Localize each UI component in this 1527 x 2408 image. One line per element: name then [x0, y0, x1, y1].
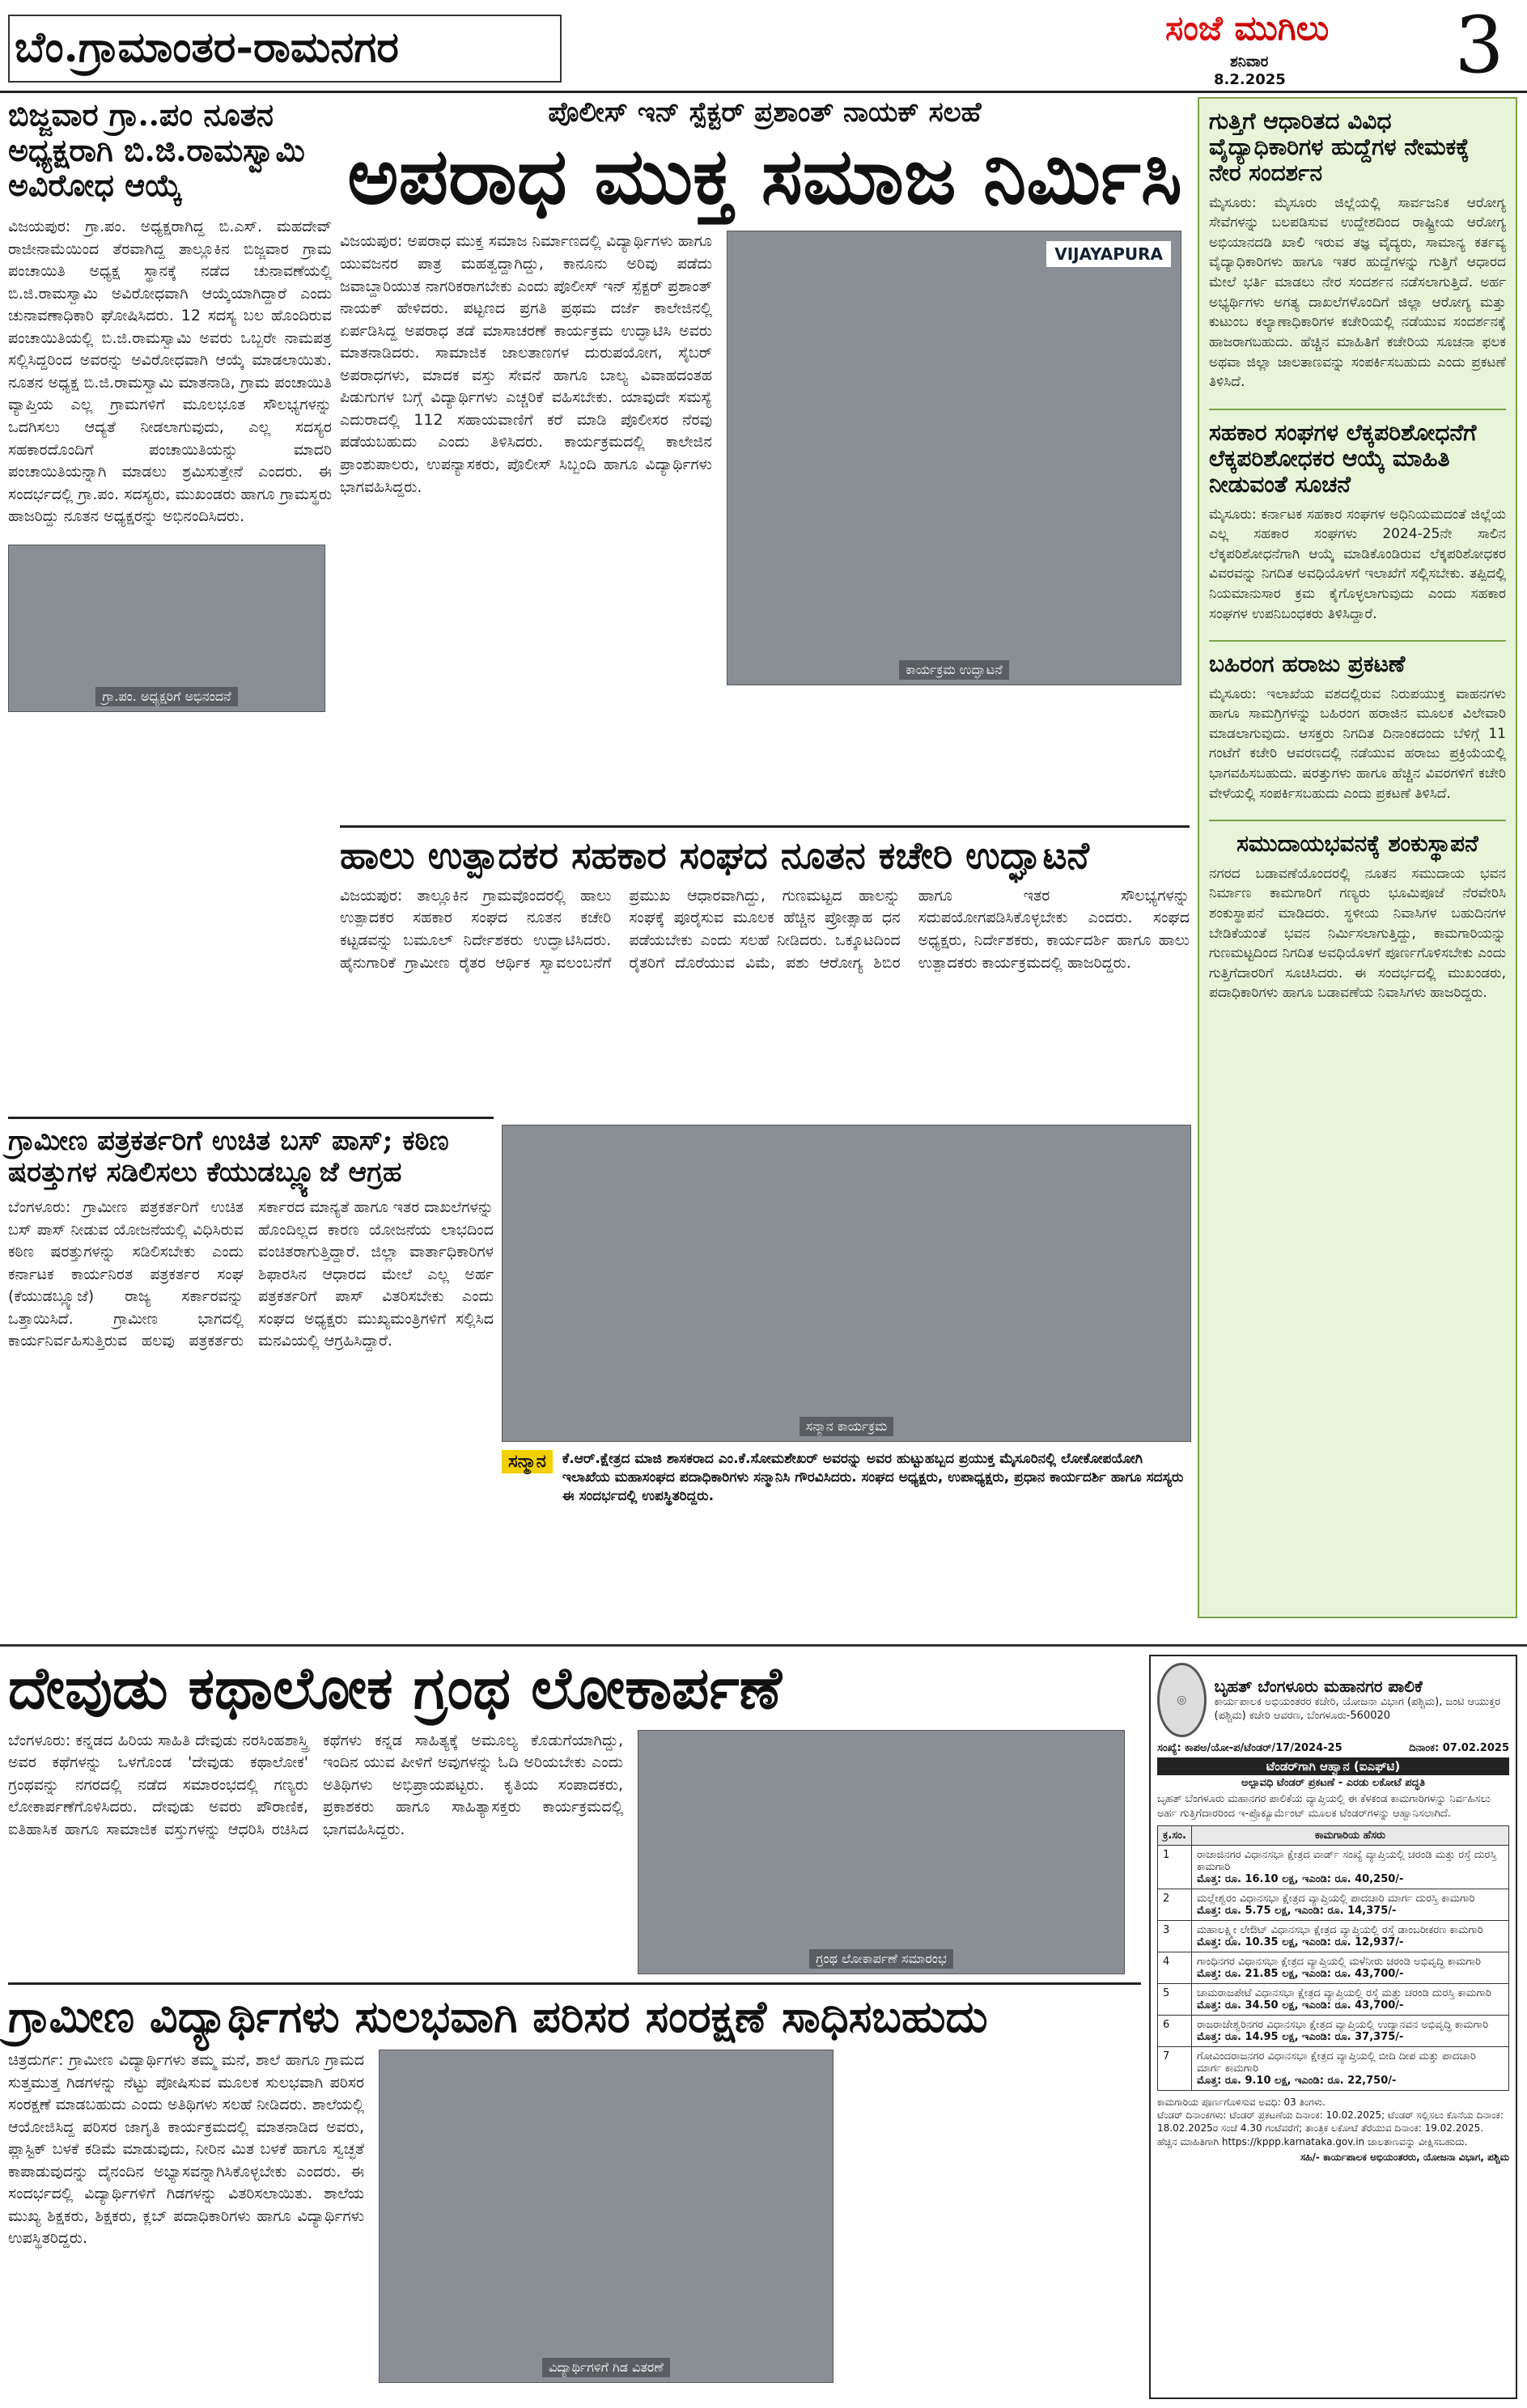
row-amount: ಮೊತ್ತ: ರೂ. 16.10 ಲಕ್ಷ, ಇಎಂಡಿ: ರೂ. 40,250/-	[1196, 1873, 1404, 1886]
story-headline: ಹಾಲು ಉತ್ಪಾದಕರ ಸಹಕಾರ ಸಂಘದ ನೂತನ ಕಚೇರಿ ಉದ್ಘಾಟನೆ	[340, 833, 1089, 877]
table-row	[1158, 2016, 1509, 2047]
honour-tag: ಸನ್ಮಾನ	[502, 1450, 553, 1473]
row-work-text: ರಾಜರಾಜೇಶ್ವರಿನಗರ ವಿಧಾನಸಭಾ ಕ್ಷೇತ್ರದ ವ್ಯಾಪ್ತಿಯಲ್ಲಿ ಉದ್ಯಾನವನ ಅಭಿವೃದ್ಧಿ ಕಾಮಗಾರಿ	[1196, 2019, 1489, 2032]
story-body: ವಿಜಯಪುರ: ಅಪರಾಧ ಮುಕ್ತ ಸಮಾಜ ನಿರ್ಮಾಣದಲ್ಲಿ ವಿದ್ಯಾರ್ಥಿಗಳು ಹಾಗೂ ಯುವಜನರ ಪಾತ್ರ ಮಹತ್ವದ್ದಾಗಿದ್ದು, ಕಾನೂನು ಅರಿವು ಪಡೆದು ಜವಾಬ್ದಾರಿಯುತ ನಾಗರಿಕರಾಗಬೇಕು ಎಂದು ಪೊಲೀಸ್ ಇನ್ ಸ್ಪೆಕ್ಟರ್ ಪ್ರಶಾಂತ್ ನಾಯಕ್ ಹೇಳಿದರು. ಪಟ್ಟಣದ ಪ್ರಗತಿ ಪ್ರಥಮ ದರ್ಜೆ ಕಾಲೇಜಿನಲ್ಲಿ ಏರ್ಪಡಿಸಿದ್ದ ಅಪರಾಧ ತಡೆ ಮಾಸಾಚರಣೆ ಕಾರ್ಯಕ್ರಮ ಉದ್ಘಾಟಿಸಿ ಅವರು ಮಾತನಾಡಿದರು. ಸಾಮಾಜಿಕ ಜಾಲತಾಣಗಳ ದುರುಪಯೋಗ, ಸೈಬರ್ ಅಪರಾಧಗಳು, ಮಾದಕ ವಸ್ತು ಸೇವನೆ ಹಾಗೂ ಬಾಲ್ಯ ವಿವಾಹದಂತಹ ಪಿಡುಗುಗಳ ಬಗ್ಗೆ ವಿದ್ಯಾರ್ಥಿಗಳು ಎಚ್ಚರಿಕೆ ವಹಿಸಬೇಕು. ಯಾವುದೇ ಸಮಸ್ಯೆ ಎದುರಾದಲ್ಲಿ 112 ಸಹಾಯವಾಣಿಗೆ ಕರೆ ಮಾಡಿ ಪೊಲೀಸರ ನೆರವು ಪಡೆಯಬಹುದು ಎಂದು ತಿಳಿಸಿದರು. ಕಾರ್ಯಕ್ರಮದಲ್ಲಿ ಕಾಲೇಜಿನ ಪ್ರಾಂಶುಪಾಲರು, ಉಪನ್ಯಾಸಕರು, ಪೊಲೀಸ್ ಸಿಬ್ಬಂದಿ ಹಾಗೂ ವಿದ್ಯಾರ್ಥಿಗಳು ಭಾಗವಹಿಸಿದ್ದರು.	[340, 232, 712, 496]
divider	[0, 1644, 1527, 1647]
table-row	[1158, 1984, 1509, 2016]
story-photo: VIJAYAPURA ಕಾರ್ಯಕ್ರಮ ಉದ್ಘಾಟನೆ	[727, 231, 1181, 685]
notice-body: ಮೈಸೂರು: ಮೈಸೂರು ಜಿಲ್ಲೆಯಲ್ಲಿ ಸಾರ್ವಜನಿಕ ಆರೋಗ್ಯ ಸೇವೆಗಳನ್ನು ಬಲಪಡಿಸುವ ಉದ್ದೇಶದಿಂದ ರಾಷ್ಟ್ರೀಯ ಆರೋಗ್ಯ ಅಭಿಯಾನದಡಿ ಖಾಲಿ ಇರುವ ತಜ್ಞ ವೈದ್ಯರು, ಸಾಮಾನ್ಯ ಕರ್ತವ್ಯ ವೈದ್ಯಾಧಿಕಾರಿಗಳು ಹಾಗೂ ಇತರ ಹುದ್ದೆಗಳನ್ನು ಗುತ್ತಿಗೆ ಆಧಾರದ ಮೇಲೆ ಭರ್ತಿ ಮಾಡಲು ನೇರ ಸಂದರ್ಶನ ನಡೆಸಲಾಗುತ್ತಿದೆ. ಅರ್ಹ ಅಭ್ಯರ್ಥಿಗಳು ಅಗತ್ಯ ದಾಖಲೆಗಳೊಂದಿಗೆ ಜಿಲ್ಲಾ ಆರೋಗ್ಯ ಮತ್ತು ಕುಟುಂಬ ಕಲ್ಯಾಣಾಧಿಕಾರಿಗಳ ಕಚೇರಿಯಲ್ಲಿ ನಡೆಯುವ ಸಂದರ್ಶನಕ್ಕೆ ಹಾಜರಾಗಬಹುದು. ಹೆಚ್ಚಿನ ಮಾಹಿತಿಗೆ ಕಚೇರಿಯ ಸೂಚನಾ ಫಲಕ ಅಥವಾ ಜಿಲ್ಲಾ ಜಾಲತಾಣವನ್ನು ಸಂಪರ್ಕಿಸಬಹುದು ಎಂದು ಪ್ರಕಟಣೆ ತಿಳಿಸಿದೆ.	[1209, 194, 1506, 391]
story-dairy	[340, 825, 1190, 1119]
story-photo: ಗ್ರಾ.ಪಂ. ಅಧ್ಯಕ್ಷರಿಗೆ ಅಭಿನಂದನೆ	[8, 545, 325, 712]
row-work-text: ಚಾಮರಾಜಪೇಟೆ ವಿಧಾನಸಭಾ ಕ್ಷೇತ್ರದ ವ್ಯಾಪ್ತಿಯಲ್ಲಿ ರಸ್ತೆ ಮತ್ತು ಚರಂಡಿ ದುರಸ್ತಿ ಕಾಮಗಾರಿ	[1196, 1987, 1491, 2000]
story-bijjavara	[8, 97, 332, 1068]
row-work	[1191, 1846, 1508, 1889]
row-no: 2	[1158, 1889, 1192, 1921]
tender-notice	[1149, 1655, 1517, 2399]
story-body: ಚಿತ್ರದುರ್ಗ: ಗ್ರಾಮೀಣ ವಿದ್ಯಾರ್ಥಿಗಳು ತಮ್ಮ ಮನೆ, ಶಾಲೆ ಹಾಗೂ ಗ್ರಾಮದ ಸುತ್ತಮುತ್ತ ಗಿಡಗಳನ್ನು ನೆಟ್ಟು ಪೋಷಿಸುವ ಮೂಲಕ ಸುಲಭವಾಗಿ ಪರಿಸರ ಸಂರಕ್ಷಣೆ ಮಾಡಬಹುದು ಎಂದು ಅತಿಥಿಗಳು ಸಲಹೆ ನೀಡಿದರು. ಶಾಲೆಯಲ್ಲಿ ಆಯೋಜಿಸಿದ್ದ ಪರಿಸರ ಜಾಗೃತಿ ಕಾರ್ಯಕ್ರಮದಲ್ಲಿ ಮಾತನಾಡಿದ ಅವರು, ಪ್ಲಾಸ್ಟಿಕ್ ಬಳಕೆ ಕಡಿಮೆ ಮಾಡುವುದು, ನೀರಿನ ಮಿತ ಬಳಕೆ ಹಾಗೂ ಸ್ವಚ್ಛತೆ ಕಾಪಾಡುವುದನ್ನು ದೈನಂದಿನ ಅಭ್ಯಾಸವನ್ನಾಗಿಸಿಕೊಳ್ಳಬೇಕು ಎಂದರು. ಈ ಸಂದರ್ಭದಲ್ಲಿ ವಿದ್ಯಾರ್ಥಿಗಳಿಗೆ ಗಿಡಗಳನ್ನು ವಿತರಿಸಲಾಯಿತು. ಶಾಲೆಯ ಮುಖ್ಯ ಶಿಕ್ಷಕರು, ಶಿಕ್ಷಕರು, ಕ್ಲಬ್ ಪದಾಧಿಕಾರಿಗಳು ಹಾಗೂ ವಿದ್ಯಾರ್ಥಿಗಳು ಉಪಸ್ಥಿತರಿದ್ದರು.	[8, 2051, 364, 2248]
issue-date: 8.2.2025	[1214, 71, 1286, 88]
col-work: ಕಾಮಗಾರಿಯ ಹೆಸರು	[1191, 1826, 1508, 1846]
row-no: 5	[1158, 1984, 1192, 2016]
tender-subtitle: ಅಲ್ಪಾವಧಿ ಟೆಂಡರ್ ಪ್ರಕಟಣೆ - ಎರಡು ಲಕೋಟೆ ಪದ್ಧತಿ	[1241, 1777, 1425, 1789]
tender-intro: ಬೃಹತ್ ಬೆಂಗಳೂರು ಮಹಾನಗರ ಪಾಲಿಕೆಯ ವ್ಯಾಪ್ತಿಯಲ್ಲಿ ಈ ಕೆಳಕಂಡ ಕಾಮಗಾರಿಗಳನ್ನು ನಿರ್ವಹಿಸಲು ಅರ್ಹ ಗುತ್ತಿಗೆದಾರರಿಂದ ಇ-ಪ್ರೊಕ್ಯೂರ್ಮೆಂಟ್ ಮೂಲಕ ಟೆಂಡರ್‌ಗಳನ್ನು ಆಹ್ವಾನಿಸಲಾಗಿದೆ.	[1157, 1793, 1491, 1820]
story-book	[8, 1655, 1141, 1978]
row-work	[1191, 2047, 1508, 2091]
row-work-text: ಮಲ್ಲೇಶ್ವರಂ ವಿಧಾನಸಭಾ ಕ್ಷೇತ್ರದ ವ್ಯಾಪ್ತಿಯಲ್ಲಿ ಪಾದಚಾರಿ ಮಾರ್ಗ ದುರಸ್ತಿ ಕಾಮಗಾರಿ	[1196, 1893, 1475, 1906]
story-body: ಬೆಂಗಳೂರು: ಗ್ರಾಮೀಣ ಪತ್ರಕರ್ತರಿಗೆ ಉಚಿತ ಬಸ್ ಪಾಸ್ ನೀಡುವ ಯೋಜನೆಯಲ್ಲಿ ವಿಧಿಸಿರುವ ಕಠಿಣ ಷರತ್ತುಗಳನ್ನು ಸಡಿಲಿಸಬೇಕು ಎಂದು ಕರ್ನಾಟಕ ಕಾರ್ಯನಿರತ ಪತ್ರಕರ್ತರ ಸಂಘ (ಕೆಯುಡಬ್ಲ್ಯೂಜೆ) ರಾಜ್ಯ ಸರ್ಕಾರವನ್ನು ಒತ್ತಾಯಿಸಿದೆ. ಗ್ರಾಮೀಣ ಭಾಗದಲ್ಲಿ ಕಾರ್ಯನಿರ್ವಹಿಸುತ್ತಿರುವ ಹಲವು ಪತ್ರಕರ್ತರು ಸರ್ಕಾರದ ಮಾನ್ಯತೆ ಹಾಗೂ ಇತರ ದಾಖಲೆಗಳನ್ನು ಹೊಂದಿಲ್ಲದ ಕಾರಣ ಯೋಜನೆಯ ಲಾಭದಿಂದ ವಂಚಿತರಾಗುತ್ತಿದ್ದಾರೆ. ಜಿಲ್ಲಾ ವಾರ್ತಾಧಿಕಾರಿಗಳ ಶಿಫಾರಸಿನ ಆಧಾರದ ಮೇಲೆ ಎಲ್ಲ ಅರ್ಹ ಪತ್ರಕರ್ತರಿಗೆ ಪಾಸ್ ವಿತರಿಸಬೇಕು ಎಂದು ಸಂಘದ ಅಧ್ಯಕ್ಷರು ಮುಖ್ಯಮಂತ್ರಿಗಳಿಗೆ ಸಲ್ಲಿಸಿದ ಮನವಿಯಲ್ಲಿ ಆಗ್ರಹಿಸಿದ್ದಾರೆ.	[8, 1198, 494, 1350]
row-amount: ಮೊತ್ತ: ರೂ. 34.50 ಲಕ್ಷ, ಇಎಂಡಿ: ರೂ. 43,700/-	[1196, 1999, 1404, 2012]
row-no: 6	[1158, 2016, 1192, 2047]
story-body: ಬೆಂಗಳೂರು: ಕನ್ನಡದ ಹಿರಿಯ ಸಾಹಿತಿ ದೇವುಡು ನರಸಿಂಹಶಾಸ್ತ್ರಿ ಅವರ ಕಥೆಗಳನ್ನು ಒಳಗೊಂಡ 'ದೇವುಡು ಕಥಾಲೋಕ' ಗ್ರಂಥವನ್ನು ನಗರದಲ್ಲಿ ನಡೆದ ಸಮಾರಂಭದಲ್ಲಿ ಗಣ್ಯರು ಲೋಕಾರ್ಪಣೆಗೊಳಿಸಿದರು. ದೇವುಡು ಅವರು ಪೌರಾಣಿಕ, ಐತಿಹಾಸಿಕ ಹಾಗೂ ಸಾಮಾಜಿಕ ವಸ್ತುಗಳನ್ನು ಆಧರಿಸಿ ರಚಿಸಿದ ಕಥೆಗಳು ಕನ್ನಡ ಸಾಹಿತ್ಯಕ್ಕೆ ಅಮೂಲ್ಯ ಕೊಡುಗೆಯಾಗಿದ್ದು, ಇಂದಿನ ಯುವ ಪೀಳಿಗೆ ಅವುಗಳನ್ನು ಓದಿ ಅರಿಯಬೇಕು ಎಂದು ಅತಿಥಿಗಳು ಅಭಿಪ್ರಾಯಪಟ್ಟರು. ಕೃತಿಯ ಸಂಪಾದಕರು, ಪ್ರಕಾಶಕರು ಹಾಗೂ ಸಾಹಿತ್ಯಾಸಕ್ತರು ಕಾರ್ಯಕ್ರಮದಲ್ಲಿ ಭಾಗವಹಿಸಿದ್ದರು.	[8, 1731, 623, 1838]
story-body: ವಿಜಯಪುರ: ತಾಲ್ಲೂಕಿನ ಗ್ರಾಮವೊಂದರಲ್ಲಿ ಹಾಲು ಉತ್ಪಾದಕರ ಸಹಕಾರ ಸಂಘದ ನೂತನ ಕಚೇರಿ ಕಟ್ಟಡವನ್ನು ಬಮೂಲ್ ನಿರ್ದೇಶಕರು ಉದ್ಘಾಟಿಸಿದರು. ಹೈನುಗಾರಿಕೆ ಗ್ರಾಮೀಣ ರೈತರ ಆರ್ಥಿಕ ಸ್ವಾವಲಂಬನೆಗೆ ಪ್ರಮುಖ ಆಧಾರವಾಗಿದ್ದು, ಗುಣಮಟ್ಟದ ಹಾಲನ್ನು ಸಂಘಕ್ಕೆ ಪೂರೈಸುವ ಮೂಲಕ ಹೆಚ್ಚಿನ ಪ್ರೋತ್ಸಾಹ ಧನ ಪಡೆಯಬೇಕು ಎಂದು ಸಲಹೆ ನೀಡಿದರು. ಒಕ್ಕೂಟದಿಂದ ರೈತರಿಗೆ ದೊರೆಯುವ ವಿಮೆ, ಪಶು ಆರೋಗ್ಯ ಶಿಬಿರ ಹಾಗೂ ಇತರ ಸೌಲಭ್ಯಗಳನ್ನು ಸದುಪಯೋಗಪಡಿಸಿಕೊಳ್ಳಬೇಕು ಎಂದರು. ಸಂಘದ ಅಧ್ಯಕ್ಷರು, ನಿರ್ದೇಶಕರು, ಕಾರ್ಯದರ್ಶಿ ಹಾಗೂ ಹಾಲು ಉತ್ಪಾದಕರು ಕಾರ್ಯಕ್ರಮದಲ್ಲಿ ಹಾಜರಿದ್ದರು.	[340, 886, 1190, 972]
table-row	[1158, 1921, 1509, 1952]
story-students	[8, 1982, 1141, 2406]
honour-photo: ಸನ್ಮಾನ ಕಾರ್ಯಕ್ರಮ	[502, 1125, 1191, 1442]
row-amount: ಮೊತ್ತ: ರೂ. 5.75 ಲಕ್ಷ, ಇಎಂಡಿ: ರೂ. 14,375/-	[1196, 1905, 1397, 1918]
paper-logo: ಸಂಜೆ ಮುಗಿಲು	[1165, 8, 1330, 48]
story-honour	[502, 1125, 1190, 1626]
tender-footer: ಟೆಂಡರ್ ದಿನಾಂಕಗಳು: ಟೆಂಡರ್ ಪ್ರಕಟಣೆಯ ದಿನಾಂಕ: 10.02.2025; ಟೆಂಡರ್ ಸಲ್ಲಿಸಲು ಕೊನೆಯ ದಿನಾಂಕ: 18.02.2025ರ ಸಂಜೆ 4.30 ಗಂಟೆವರೆಗೆ; ತಾಂತ್ರಿಕ ಲಕೋಟೆ ತೆರೆಯುವ ದಿನಾಂಕ: 19.02.2025.	[1157, 2109, 1504, 2135]
row-amount: ಮೊತ್ತ: ರೂ. 10.35 ಲಕ್ಷ, ಇಎಂಡಿ: ರೂ. 12,937/-	[1196, 1936, 1404, 1949]
notice-headline: ಸಮುದಾಯಭವನಕ್ಕೆ ಶಂಕುಸ್ಥಾಪನೆ	[1209, 820, 1506, 857]
row-work-text: ಗೋವಿಂದರಾಜನಗರ ವಿಧಾನಸಭಾ ಕ್ಷೇತ್ರದ ವ್ಯಾಪ್ತಿಯಲ್ಲಿ ಬೀದಿ ದೀಪ ಮತ್ತು ಪಾದಚಾರಿ ಮಾರ್ಗ ಕಾಮಗಾರಿ	[1196, 2050, 1476, 2075]
tender-org: ಬೃಹತ್ ಬೆಂಗಳೂರು ಮಹಾನಗರ ಪಾಲಿಕೆ	[1214, 1677, 1423, 1697]
issue-day: ಶನಿವಾರ	[1230, 53, 1269, 70]
section-title: ಬೆಂ.ಗ್ರಾಮಾಂತರ-ರಾಮನಗರ	[15, 23, 399, 72]
story-headline: ಗ್ರಾಮೀಣ ಪತ್ರಕರ್ತರಿಗೆ ಉಚಿತ ಬಸ್ ಪಾಸ್; ಕಠಿಣ ಷರತ್ತುಗಳ ಸಡಿಲಿಸಲು ಕೆಯುಡಬ್ಲ್ಯೂಜೆ ಆಗ್ರಹ	[8, 1125, 449, 1189]
story-headline: ದೇವುಡು ಕಥಾಲೋಕ ಗ್ರಂಥ ಲೋಕಾರ್ಪಣೆ	[8, 1653, 782, 1722]
row-no: 4	[1158, 1952, 1192, 1984]
story-headline: ಗ್ರಾಮೀಣ ವಿದ್ಯಾರ್ಥಿಗಳು ಸುಲಭವಾಗಿ ಪರಿಸರ ಸಂರಕ್ಷಣೆ ಸಾಧಿಸಬಹುದು	[8, 1990, 988, 2042]
tender-office: ಕಾರ್ಯಪಾಲಕ ಅಭಿಯಂತರರ ಕಚೇರಿ, ಯೋಜನಾ ವಿಭಾಗ (ಪಶ್ಚಿಮ), ಜಂಟಿ ಆಯುಕ್ತರ (ಪಶ್ಚಿಮ) ಕಚೇರಿ ಆವರಣ, ಬೆಂಗಳೂರು-560020	[1214, 1696, 1501, 1722]
tender-title: ಟೆಂಡರ್‌ಗಾಗಿ ಆಹ್ವಾನ (ಐಎಫ್‌ಟಿ)	[1157, 1757, 1509, 1775]
table-row	[1158, 1846, 1509, 1889]
tender-ref: ಸಂಖ್ಯೆ: ಕಾಪಅ/ಯೋ-ಪ/ಟೆಂಡರ್/17/2024-25	[1157, 1742, 1342, 1754]
table-row	[1158, 1952, 1509, 1984]
story-bus-pass	[8, 1117, 494, 1637]
row-amount: ಮೊತ್ತ: ರೂ. 9.10 ಲಕ್ಷ, ಇಎಂಡಿ: ರೂ. 22,750/-	[1196, 2075, 1397, 2088]
story-police	[340, 97, 1190, 809]
notice-body: ಮೈಸೂರು: ಇಲಾಖೆಯ ವಶದಲ್ಲಿರುವ ನಿರುಪಯುಕ್ತ ವಾಹನಗಳು ಹಾಗೂ ಸಾಮಗ್ರಿಗಳನ್ನು ಬಹಿರಂಗ ಹರಾಜಿನ ಮೂಲಕ ವಿಲೇವಾರಿ ಮಾಡಲಾಗುವುದು. ಆಸಕ್ತರು ನಿಗದಿತ ದಿನಾಂಕದಂದು ಬೆಳಿಗ್ಗೆ 11 ಗಂಟೆಗೆ ಕಚೇರಿ ಆವರಣದಲ್ಲಿ ನಡೆಯುವ ಹರಾಜು ಪ್ರಕ್ರಿಯೆಯಲ್ಲಿ ಭಾಗವಹಿಸಬಹುದು. ಷರತ್ತುಗಳು ಹಾಗೂ ಹೆಚ್ಚಿನ ವಿವರಗಳಿಗೆ ಕಚೇರಿ ವೇಳೆಯಲ್ಲಿ ಸಂಪರ್ಕಿಸಬಹುದು ಎಂದು ಪ್ರಕಟಣೆ ತಿಳಿಸಿದೆ.	[1209, 685, 1506, 802]
row-no: 1	[1158, 1846, 1192, 1889]
row-work	[1191, 1889, 1508, 1921]
photo-banner: VIJAYAPURA	[1046, 241, 1171, 267]
honour-caption: ಕೆ.ಆರ್.ಕ್ಷೇತ್ರದ ಮಾಜಿ ಶಾಸಕರಾದ ಎಂ.ಕೆ.ಸೋಮಶೇಖರ್ ಅವರನ್ನು ಅವರ ಹುಟ್ಟುಹಬ್ಬದ ಪ್ರಯುಕ್ತ ಮೈಸೂರಿನಲ್ಲಿ ಲೋಕೋಪಯೋಗಿ ಇಲಾಖೆಯ ಮಹಾಸಂಘದ ಪದಾಧಿಕಾರಿಗಳು ಸನ್ಮಾನಿಸಿ ಗೌರವಿಸಿದರು. ಸಂಘದ ಅಧ್ಯಕ್ಷರು, ಉಪಾಧ್ಯಕ್ಷರು, ಪ್ರಧಾನ ಕಾರ್ಯದರ್ಶಿ ಹಾಗೂ ಸದಸ್ಯರು ಈ ಸಂದರ್ಭದಲ್ಲಿ ಉಪಸ್ಥಿತರಿದ್ದರು.	[562, 1451, 1184, 1504]
story-kicker: ಪೊಲೀಸ್ ಇನ್ ಸ್ಪೆಕ್ಟರ್ ಪ್ರಶಾಂತ್ ನಾಯಕ್ ಸಲಹೆ	[548, 96, 982, 129]
notice-headline: ಸಹಕಾರ ಸಂಘಗಳ ಲೆಕ್ಕಪರಿಶೋಧನೆಗೆ ಲೆಕ್ಕಪರಿಶೋಧಕರ ಆಯ್ಕೆ ಮಾಹಿತಿ ನೀಡುವಂತೆ ಸೂಚನೆ	[1209, 409, 1506, 498]
notice-headline: ಬಹಿರಂಗ ಹರಾಜು ಪ್ರಕಟಣೆ	[1209, 640, 1506, 677]
tender-footer: ಹೆಚ್ಚಿನ ಮಾಹಿತಿಗಾಗಿ https://kppp.karnataka.gov.in ಜಾಲತಾಣವನ್ನು ವೀಕ್ಷಿಸಬಹುದು.	[1157, 2135, 1468, 2147]
tender-sign: ಸಹಿ/- ಕಾರ್ಯಪಾಲಕ ಅಭಿಯಂತರರು, ಯೋಜನಾ ವಿಭಾಗ, ಪಶ್ಚಿಮ	[1300, 2151, 1509, 2163]
row-work	[1191, 1921, 1508, 1952]
row-amount: ಮೊತ್ತ: ರೂ. 21.85 ಲಕ್ಷ, ಇಎಂಡಿ: ರೂ. 43,700/-	[1196, 1968, 1404, 1981]
story-headline: ಬಿಜ್ಜವಾರ ಗ್ರಾ..ಪಂ ನೂತನ ಅಧ್ಯಕ್ಷರಾಗಿ ಬಿ.ಜಿ.ರಾಮಸ್ವಾಮಿ ಅವಿರೋಧ ಆಯ್ಕೆ	[8, 96, 305, 204]
notice-body: ಮೈಸೂರು: ಕರ್ನಾಟಕ ಸಹಕಾರ ಸಂಘಗಳ ಅಧಿನಿಯಮದಂತೆ ಜಿಲ್ಲೆಯ ಎಲ್ಲ ಸಹಕಾರ ಸಂಘಗಳು 2024-25ನೇ ಸಾಲಿನ ಲೆಕ್ಕಪರಿಶೋಧನೆಗಾಗಿ ಆಯ್ಕೆ ಮಾಡಿಕೊಂಡಿರುವ ಲೆಕ್ಕಪರಿಶೋಧಕರ ವಿವರವನ್ನು ನಿಗದಿತ ಅವಧಿಯೊಳಗೆ ಇಲಾಖೆಗೆ ಸಲ್ಲಿಸಬೇಕು. ತಪ್ಪಿದಲ್ಲಿ ನಿಯಮಾನುಸಾರ ಕ್ರಮ ಕೈಗೊಳ್ಳಲಾಗುವುದು ಎಂದು ಸಹಕಾರ ಸಂಘಗಳ ಉಪನಿಬಂಧಕರು ತಿಳಿಸಿದ್ದಾರೆ.	[1209, 506, 1506, 622]
row-work	[1191, 1952, 1508, 1984]
table-row	[1158, 2047, 1509, 2091]
row-work	[1191, 2016, 1508, 2047]
story-photo: ಗ್ರಂಥ ಲೋಕಾರ್ಪಣೆ ಸಮಾರಂಭ	[638, 1730, 1125, 1974]
story-headline: ಅಪರಾಧ ಮುಕ್ತ ಸಮಾಜ ನಿರ್ಮಿಸಿ	[347, 130, 1182, 223]
row-work-text: ಮಹಾಲಕ್ಷ್ಮೀ ಲೇಔಟ್ ವಿಧಾನಸಭಾ ಕ್ಷೇತ್ರದ ವ್ಯಾಪ್ತಿಯಲ್ಲಿ ರಸ್ತೆ ಡಾಂಬರೀಕರಣ ಕಾಮಗಾರಿ	[1196, 1924, 1483, 1937]
row-amount: ಮೊತ್ತ: ರೂ. 14.95 ಲಕ್ಷ, ಇಎಂಡಿ: ರೂ. 37,375/-	[1196, 2031, 1404, 2044]
table-row	[1158, 1889, 1509, 1921]
bbmp-emblem-icon: ◎	[1157, 1663, 1207, 1737]
masthead	[0, 0, 1527, 93]
row-work-text: ರಾಜಾಜಿನಗರ ವಿಧಾನಸಭಾ ಕ್ಷೇತ್ರದ ವಾರ್ಡ್ ಸಂಖ್ಯೆ ವ್ಯಾಪ್ತಿಯಲ್ಲಿ ಚರಂಡಿ ಮತ್ತು ರಸ್ತೆ ದುರಸ್ತಿ ಕಾಮಗಾರಿ	[1196, 1849, 1497, 1874]
notice-body: ನಗರದ ಬಡಾವಣೆಯೊಂದರಲ್ಲಿ ನೂತನ ಸಮುದಾಯ ಭವನ ನಿರ್ಮಾಣ ಕಾಮಗಾರಿಗೆ ಗಣ್ಯರು ಭೂಮಿಪೂಜೆ ನೆರವೇರಿಸಿ ಶಂಕುಸ್ಥಾಪನೆ ಮಾಡಿದರು. ಸ್ಥಳೀಯ ನಿವಾಸಿಗಳ ಬಹುದಿನಗಳ ಬೇಡಿಕೆಯಂತೆ ಭವನ ನಿರ್ಮಿಸಲಾಗುತ್ತಿದ್ದು, ಕಾಮಗಾರಿಯನ್ನು ಗುಣಮಟ್ಟದಿಂದ ನಿಗದಿತ ಅವಧಿಯೊಳಗೆ ಪೂರ್ಣಗೊಳಿಸಬೇಕು ಎಂದು ಗುತ್ತಿಗೆದಾರರಿಗೆ ಸೂಚಿಸಿದರು. ಈ ಸಂದರ್ಭದಲ್ಲಿ ಮುಖಂಡರು, ಪದಾಧಿಕಾರಿಗಳು ಹಾಗೂ ಬಡಾವಣೆಯ ನಿವಾಸಿಗಳು ಹಾಜರಿದ್ದರು.	[1209, 865, 1506, 1002]
sidebar-notices	[1198, 97, 1517, 1618]
notice-headline: ಗುತ್ತಿಗೆ ಆಧಾರಿತದ ವಿವಿಧ ವೈದ್ಯಾಧಿಕಾರಿಗಳ ಹುದ್ದೆಗಳ ನೇಮಕಕ್ಕೆ ನೇರ ಸಂದರ್ಶನ	[1209, 108, 1470, 187]
col-no: ಕ್ರ.ಸಂ.	[1158, 1826, 1192, 1846]
page-number: 3	[1454, 0, 1504, 91]
story-body: ವಿಜಯಪುರ: ಗ್ರಾ.ಪಂ. ಅಧ್ಯಕ್ಷರಾಗಿದ್ದ ಬಿ.ಎಸ್. ಮಹದೇವ್ ರಾಜೀನಾಮೆಯಿಂದ ತೆರವಾಗಿದ್ದ ತಾಲ್ಲೂಕಿನ ಬಿಜ್ಜವಾರ ಗ್ರಾಮ ಪಂಚಾಯಿತಿ ಅಧ್ಯಕ್ಷ ಸ್ಥಾನಕ್ಕೆ ನಡೆದ ಚುನಾವಣೆಯಲ್ಲಿ ಬಿ.ಜಿ.ರಾಮಸ್ವಾಮಿ ಅವಿರೋಧವಾಗಿ ಆಯ್ಕೆಯಾಗಿದ್ದಾರೆ ಎಂದು ಚುನಾವಣಾಧಿಕಾರಿ ಘೋಷಿಸಿದರು. 12 ಸದಸ್ಯ ಬಲ ಹೊಂದಿರುವ ಪಂಚಾಯಿತಿಯಲ್ಲಿ ಬಿ.ಜಿ.ರಾಮಸ್ವಾಮಿ ಅವರು ಒಬ್ಬರೇ ನಾಮಪತ್ರ ಸಲ್ಲಿಸಿದ್ದರಿಂದ ಅವರನ್ನು ಅವಿರೋಧವಾಗಿ ಆಯ್ಕೆ ಮಾಡಲಾಯಿತು. ನೂತನ ಅಧ್ಯಕ್ಷ ಬಿ.ಜಿ.ರಾಮಸ್ವಾಮಿ ಮಾತನಾಡಿ, ಗ್ರಾಮ ಪಂಚಾಯಿತಿ ವ್ಯಾಪ್ತಿಯ ಎಲ್ಲ ಗ್ರಾಮಗಳಿಗೆ ಮೂಲಭೂತ ಸೌಲಭ್ಯಗಳನ್ನು ಒದಗಿಸಲು ಆದ್ಯತೆ ನೀಡಲಾಗುವುದು, ಎಲ್ಲ ಸದಸ್ಯರ ಸಹಕಾರದೊಂದಿಗೆ ಪಂಚಾಯಿತಿಯನ್ನು ಮಾದರಿ ಪಂಚಾಯಿತಿಯನ್ನಾಗಿ ಮಾಡಲು ಶ್ರಮಿಸುತ್ತೇನೆ ಎಂದರು. ಈ ಸಂದರ್ಭದಲ್ಲಿ ಗ್ರಾ.ಪಂ. ಸದಸ್ಯರು, ಮುಖಂಡರು ಹಾಗೂ ಗ್ರಾಮಸ್ಥರು ಹಾಜರಿದ್ದು ನೂತನ ಅಧ್ಯಕ್ಷರನ್ನು ಅಭಿನಂದಿಸಿದರು.	[8, 218, 332, 526]
row-work	[1191, 1984, 1508, 2016]
tender-date: ದಿನಾಂಕ: 07.02.2025	[1409, 1742, 1509, 1754]
tender-table	[1157, 1825, 1509, 2091]
story-photo: ವಿದ್ಯಾರ್ಥಿಗಳಿಗೆ ಗಿಡ ವಿತರಣೆ	[379, 2050, 833, 2383]
row-no: 3	[1158, 1921, 1192, 1952]
row-work-text: ಗಾಂಧಿನಗರ ವಿಧಾನಸಭಾ ಕ್ಷೇತ್ರದ ವ್ಯಾಪ್ತಿಯಲ್ಲಿ ಮಳೆನೀರು ಚರಂಡಿ ಅಭಿವೃದ್ಧಿ ಕಾಮಗಾರಿ	[1196, 1956, 1482, 1969]
tender-footer: ಕಾಮಗಾರಿಯ ಪೂರ್ಣಗೊಳಿಸುವ ಅವಧಿ: 03 ತಿಂಗಳು.	[1157, 2096, 1326, 2109]
row-no: 7	[1158, 2047, 1192, 2091]
